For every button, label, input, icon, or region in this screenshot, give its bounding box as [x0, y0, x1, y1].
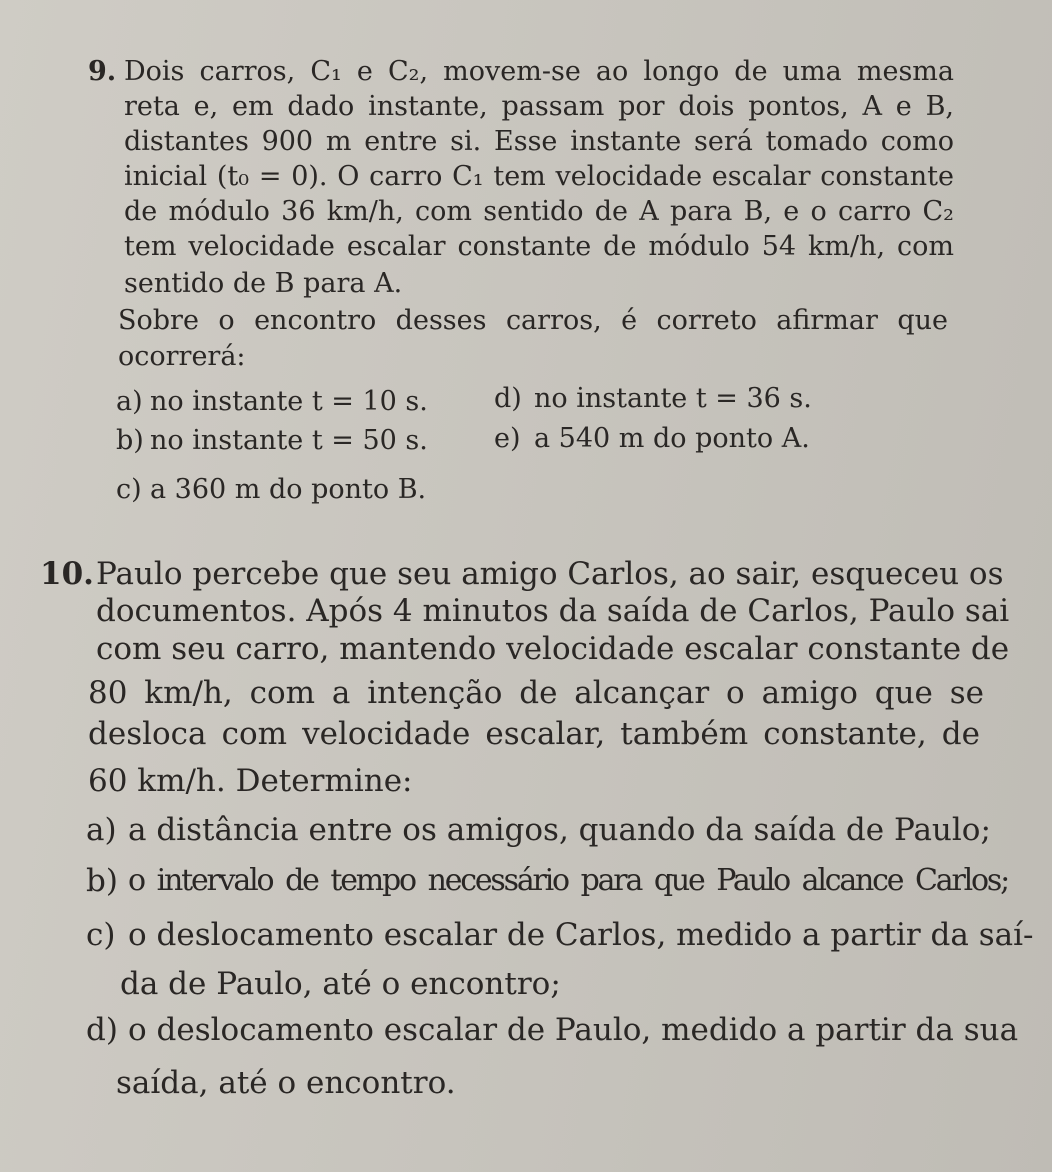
option-letter: e) [494, 423, 521, 454]
q10-stem-line: documentos. Após 4 minutos da saída de Carlos, Paulo sai [96, 593, 1010, 629]
q9-stem-line: sentido de B para A. [124, 268, 403, 299]
item-text: o intervalo de tempo necessário para que Paulo alcance Carlos; [128, 863, 1008, 898]
option-text: no instante t = 10 s. [150, 386, 428, 417]
option-letter: d) [494, 383, 522, 414]
option-text: no instante t = 36 s. [534, 383, 812, 414]
q10-stem-line: Paulo percebe que seu amigo Carlos, ao sair, esqueceu os [96, 556, 1004, 592]
item-letter: d) [86, 1012, 118, 1048]
q9-question-line: ocorrerá: [118, 341, 246, 372]
q9-stem-line: inicial (t₀ = 0). O carro C₁ tem velocidade escalar constante [124, 161, 954, 192]
q10-stem-line: 80 km/h, com a intenção de alcançar o amigo que se [88, 675, 984, 711]
q9-stem-line: reta e, em dado instante, passam por dois pontos, A e B, [124, 91, 954, 122]
option-text: a 540 m do ponto A. [534, 423, 810, 454]
item-text: o deslocamento escalar de Paulo, medido a partir da sua [128, 1012, 1019, 1048]
q10-stem-line: com seu carro, mantendo velocidade escalar constante de [96, 631, 1010, 667]
item-text: a distância entre os amigos, quando da saída de Paulo; [128, 812, 991, 848]
option-text: no instante t = 50 s. [150, 425, 428, 456]
item-letter: c) [86, 917, 116, 953]
question-9-number: 9. [88, 56, 117, 87]
option-letter: b) [116, 425, 144, 456]
question-10-number: 10. [40, 556, 94, 592]
q9-stem-line: Dois carros, C₁ e C₂, movem-se ao longo de uma mesma [124, 56, 954, 87]
q9-stem-line: distantes 900 m entre si. Esse instante será tomado como [124, 126, 954, 157]
option-letter: a) [116, 386, 143, 417]
option-text: a 360 m do ponto B. [150, 474, 427, 505]
option-letter: c) [116, 474, 142, 505]
item-text: da de Paulo, até o encontro; [120, 966, 561, 1002]
q10-stem-line: 60 km/h. Determine: [88, 763, 413, 799]
item-text: saída, até o encontro. [116, 1065, 456, 1101]
q9-stem-line: de módulo 36 km/h, com sentido de A para B, e o carro C₂ [124, 196, 954, 227]
item-text: o deslocamento escalar de Carlos, medido a partir da saí- [128, 917, 1034, 953]
q10-stem-line: desloca com velocidade escalar, também constante, de [88, 716, 980, 752]
q9-question-line: Sobre o encontro desses carros, é correto afirmar que [118, 305, 948, 336]
item-letter: b) [86, 863, 118, 899]
q9-stem-line: tem velocidade escalar constante de módulo 54 km/h, com [124, 231, 954, 262]
item-letter: a) [86, 812, 117, 848]
